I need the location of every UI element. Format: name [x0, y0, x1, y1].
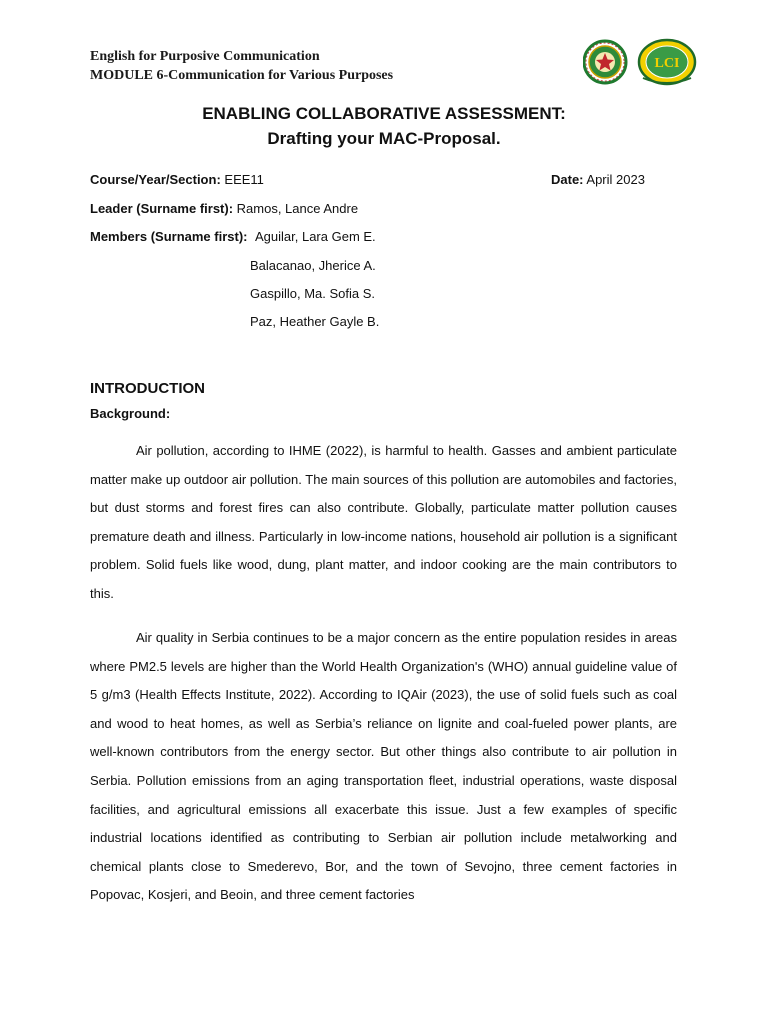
leader-row — [90, 200, 358, 218]
member-item: Gaspillo, Ma. Sofia S. — [250, 286, 375, 301]
course-title: English for Purposive Communication — [90, 49, 320, 64]
document-header — [90, 47, 393, 85]
members-label: Members (Surname first): — [90, 229, 248, 244]
subsection-heading: Background: — [90, 406, 171, 421]
date-value: April 2023 — [583, 172, 645, 187]
date-label: Date: — [551, 172, 584, 187]
body-paragraph: Air pollution, according to IHME (2022), is harmful to health. Gasses and ambient particulate matter make up outdoor air pollution. The main sources of this pollution are automobiles and factories, but dust storms and forest fires can also contribute. Globally, particulate matter pollution causes premature death and illness. Particularly in low-income nations, household air pollution is a significant problem. Solid fuels like wood, dung, plant matter, and indoor cooking are the main contributors to this. — [90, 443, 677, 601]
assessment-subtitle: Drafting your MAC-Proposal. — [267, 129, 501, 148]
institute-seal-lettering: LCI — [654, 56, 680, 71]
assessment-title: ENABLING COLLABORATIVE ASSESSMENT: — [202, 104, 566, 123]
institute-seal-icon — [639, 40, 695, 84]
member-item: Paz, Heather Gayle B. — [250, 314, 380, 329]
course-label: Course/Year/Section: — [90, 172, 221, 187]
member-item: Balacanao, Jherice A. — [250, 258, 376, 273]
leader-value: Ramos, Lance Andre — [233, 201, 359, 216]
module-title: MODULE 6-Communication for Various Purposes — [90, 68, 394, 83]
course-value: EEE11 — [220, 172, 264, 187]
section-heading: INTRODUCTION — [90, 380, 205, 397]
body-paragraph: Air quality in Serbia continues to be a major concern as the entire population resides in areas where PM2.5 levels are higher than the World Health Organization's (WHO) annual guideline value of 5 g/m3 (Health Effects Institute, 2022). According to IQAir (2023), the use of solid fuels such as coal and wood to heat homes, as well as Serbia’s reliance on lignite and coal-fueled power plants, are well-known contributors from the energy sector. But other things also contribute to air pollution in Serbia. Pollution emissions from an aging transportation fleet, industrial operations, waste disposal facilities, and agricultural emissions all exacerbate this issue. Just a few examples of specific industrial locations identified as contributing to Serbian air pollution include metalworking and chemical plants close to Smederevo, Bor, and the town of Sevojno, three cement factories in Popovac, Kosjeri, and Beoin, and three cement factories — [90, 630, 677, 903]
leader-label: Leader (Surname first): — [90, 201, 234, 216]
header-logos — [583, 38, 699, 86]
date-row — [551, 171, 645, 189]
member-item: Aguilar, Lara Gem E. — [255, 229, 376, 244]
university-seal-icon — [584, 41, 626, 83]
course-row — [90, 171, 264, 189]
members-row — [90, 228, 247, 246]
